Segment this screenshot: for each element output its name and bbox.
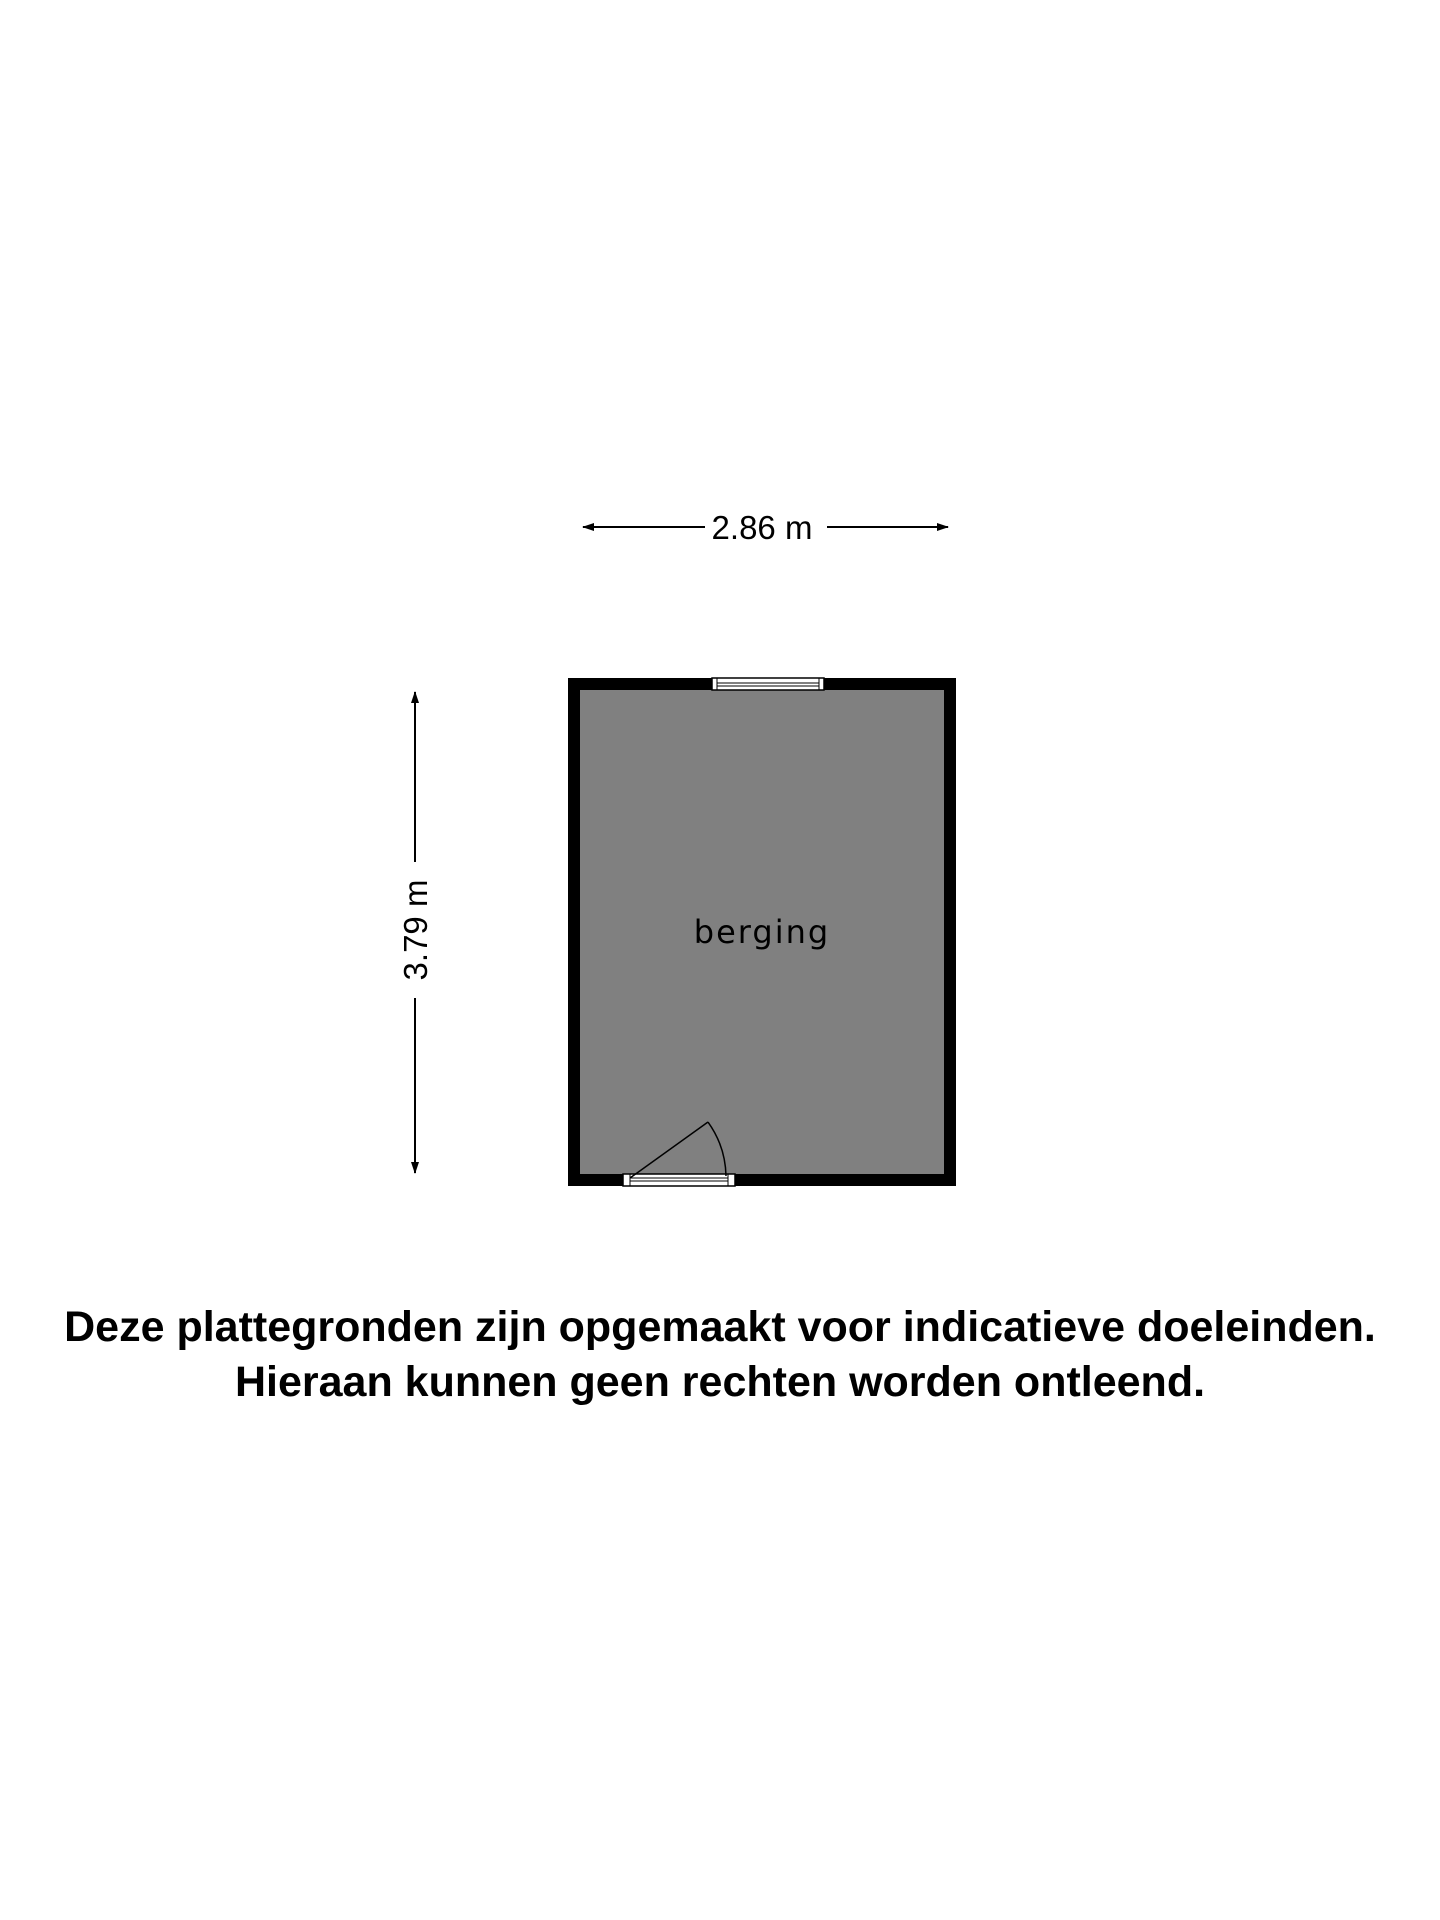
height-dimension-label: 3.79 m [397, 879, 434, 981]
width-dimension [583, 509, 948, 546]
width-dimension-label: 2.86 m [711, 509, 813, 546]
disclaimer [0, 1300, 1440, 1410]
disclaimer-line-2: Hieraan kunnen geen rechten worden ontleend. [234, 1358, 1206, 1406]
room-label: berging [693, 913, 831, 951]
disclaimer-line-1: Deze plattegronden zijn opgemaakt voor indicatieve doeleinden. [64, 1303, 1376, 1351]
window [712, 678, 824, 690]
height-dimension [397, 692, 434, 1173]
room-berging [568, 678, 956, 1186]
